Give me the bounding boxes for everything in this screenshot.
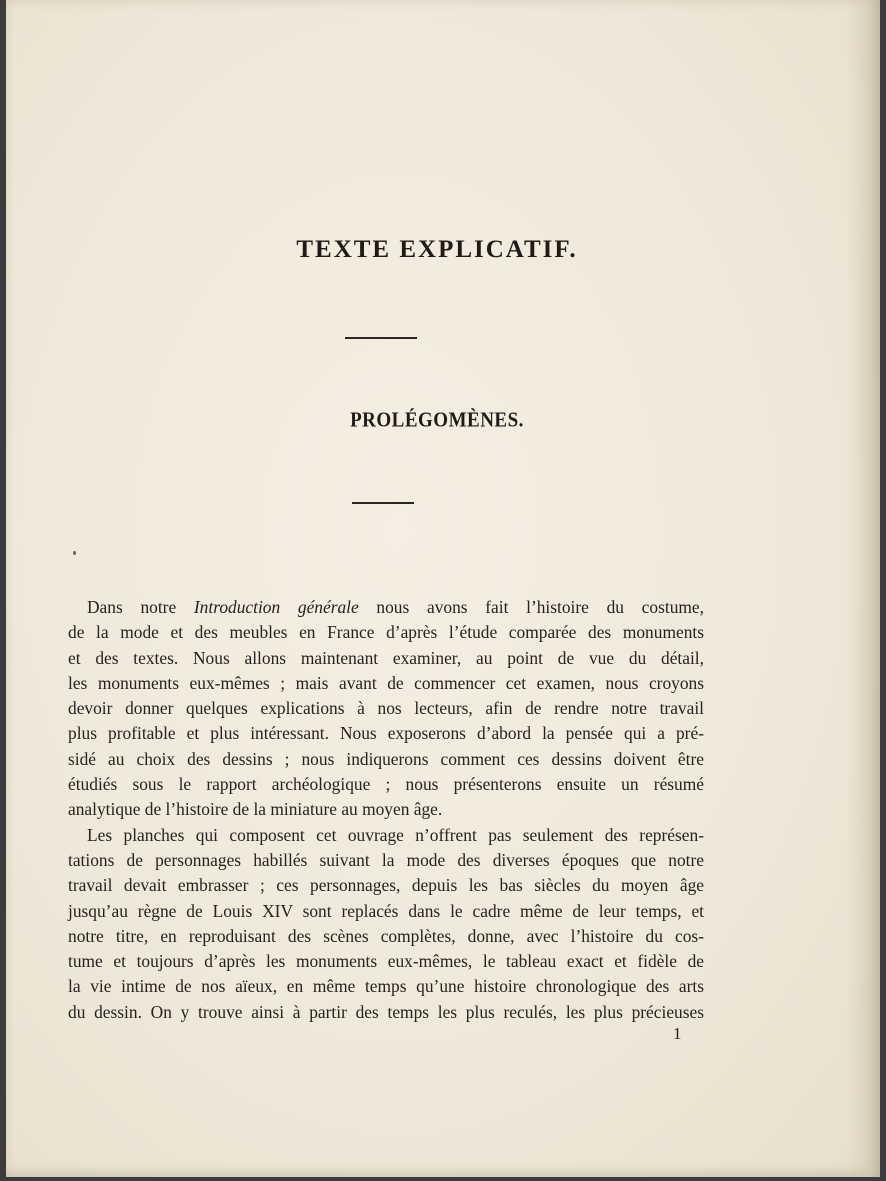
text-line: Les planches qui composent cet ouvrage n’offrent pas seulement des représen- — [87, 824, 704, 845]
text-line: et des textes. Nous allons maintenant examiner, au point de vue du détail, — [68, 647, 704, 668]
text-line: la vie intime de nos aïeux, en même temps qu’une histoire chronologique des arts — [68, 976, 704, 997]
text-line: notre titre, en reproduisant des scènes complètes, donne, avec l’histoire du cos- — [68, 925, 704, 946]
body-text — [68, 595, 704, 1025]
text-line: tations de personnages habillés suivant la mode des diverses époques que notre — [68, 849, 704, 870]
text-line: tume et toujours d’après les monuments eux-mêmes, le tableau exact et fidèle de — [68, 951, 704, 972]
page-number: 1 — [673, 1024, 682, 1043]
text-line: Dans notre Introduction générale nous avons fait l’histoire du costume, — [87, 597, 704, 617]
section-heading: PROLÉGOMÈNES. — [350, 408, 524, 433]
emphasized-title: Introduction générale — [193, 597, 359, 617]
title-divider — [345, 337, 417, 339]
paper-speck — [73, 551, 76, 555]
page-edge-shadow — [846, 0, 880, 1177]
text-line: de la mode et des meubles en France d’après l’étude comparée des monuments — [68, 622, 704, 643]
section-divider — [352, 502, 414, 504]
text-line: analytique de l’histoire de la miniature au moyen âge. — [68, 799, 443, 820]
text-line: jusqu’au règne de Louis XIV sont replacés dans le cadre même de leur temps, et — [68, 900, 704, 921]
text-line: sidé au choix des dessins ; nous indiquerons comment ces dessins doivent être — [68, 748, 704, 769]
text-line: plus profitable et plus intéressant. Nous exposerons d’abord la pensée qui a pré- — [68, 723, 704, 744]
text-line: étudiés sous le rapport archéologique ; nous présenterons ensuite un résumé — [68, 774, 704, 795]
text-line: travail devait embrasser ; ces personnages, depuis les bas siècles du moyen âge — [68, 875, 704, 896]
text-line: devoir donner quelques explications à nos lecteurs, afin de rendre notre travail — [68, 698, 704, 719]
page-title: TEXTE EXPLICATIF. — [296, 236, 578, 263]
text-line: les monuments eux-mêmes ; mais avant de commencer cet examen, nous croyons — [68, 672, 704, 693]
text-line: du dessin. On y trouve ainsi à partir des temps les plus reculés, les plus précieuses — [68, 1001, 704, 1022]
